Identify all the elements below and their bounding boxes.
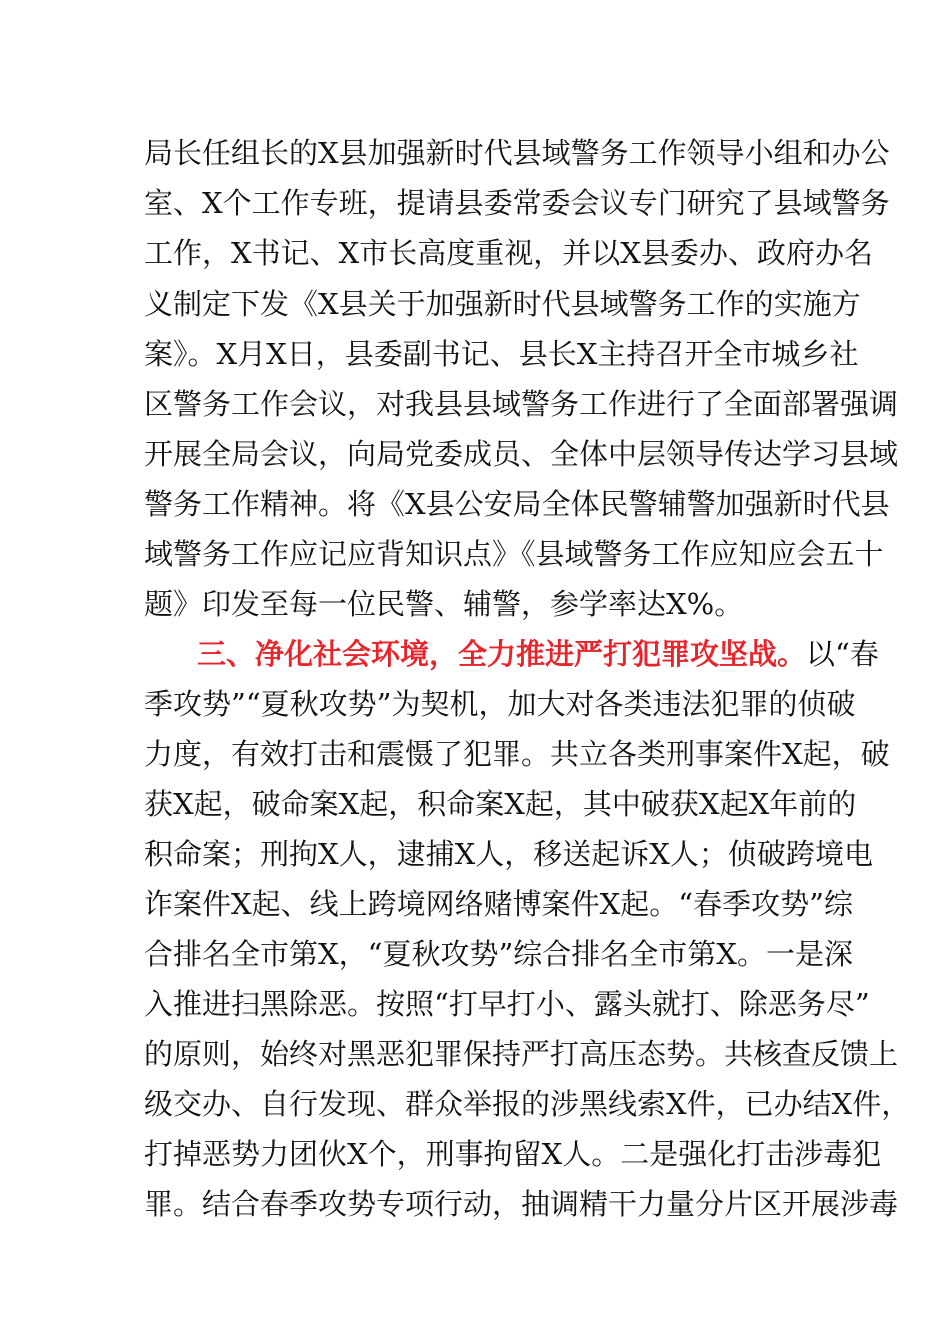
text-line: 警务工作精神。将《X县公安局全体民警辅警加强新时代县 <box>144 487 890 521</box>
heading-line-rest: 以“春 <box>806 637 879 671</box>
section-heading: 三、净化社会环境，全力推进严打犯罪攻坚战。 <box>197 637 807 671</box>
text-line: 力度，有效打击和震慑了犯罪。共立各类刑事案件X起，破 <box>144 737 890 771</box>
text-line: 的原则，始终对黑恶犯罪保持严打高压态势。共核查反馈上 <box>144 1037 899 1071</box>
text-line: 案》。X月X日，县委副书记、县长X主持召开全市城乡社 <box>144 337 859 371</box>
section-heading-line <box>197 634 879 674</box>
text-line: 诈案件X起、线上跨境网络赌博案件X起。“春季攻势”综 <box>144 887 853 921</box>
text-line: 积命案；刑拘X人，逮捕X人，移送起诉X人；侦破跨境电 <box>144 837 873 871</box>
text-line: 局长任组长的X县加强新时代县域警务工作领导小组和办公 <box>144 136 890 170</box>
text-line: 开展全局会议，向局党委成员、全体中层领导传达学习县域 <box>144 437 899 471</box>
text-line: 获X起，破命案X起，积命案X起，其中破获X起X年前的 <box>144 787 857 821</box>
text-line: 级交办、自行发现、群众举报的涉黑线索X件，已办结X件， <box>144 1087 911 1121</box>
text-line: 义制定下发《X县关于加强新时代县域警务工作的实施方 <box>144 287 861 321</box>
text-line: 入推进扫黑除恶。按照“打早打小、露头就打、除恶务尽” <box>144 987 870 1021</box>
text-line: 罪。结合春季攻势专项行动，抽调精干力量分片区开展涉毒 <box>144 1187 899 1221</box>
text-line: 域警务工作应记应背知识点》《县域警务工作应知应会五十 <box>144 537 884 571</box>
text-line: 合排名全市第X，“夏秋攻势”综合排名全市第X。一是深 <box>144 937 853 971</box>
text-line: 题》印发至每一位民警、辅警，参学率达X%。 <box>144 587 744 621</box>
text-line: 区警务工作会议，对我县县域警务工作进行了全面部署强调 <box>144 387 899 421</box>
text-line: 打掉恶势力团伙X个，刑事拘留X人。二是强化打击涉毒犯 <box>144 1137 882 1171</box>
text-line: 室、X个工作专班，提请县委常委会议专门研究了县域警务 <box>144 186 890 220</box>
text-line: 季攻势”“夏秋攻势”为契机，加大对各类违法犯罪的侦破 <box>144 687 856 721</box>
text-line: 工作，X书记、X市长高度重视，并以X县委办、政府办名 <box>144 236 873 270</box>
